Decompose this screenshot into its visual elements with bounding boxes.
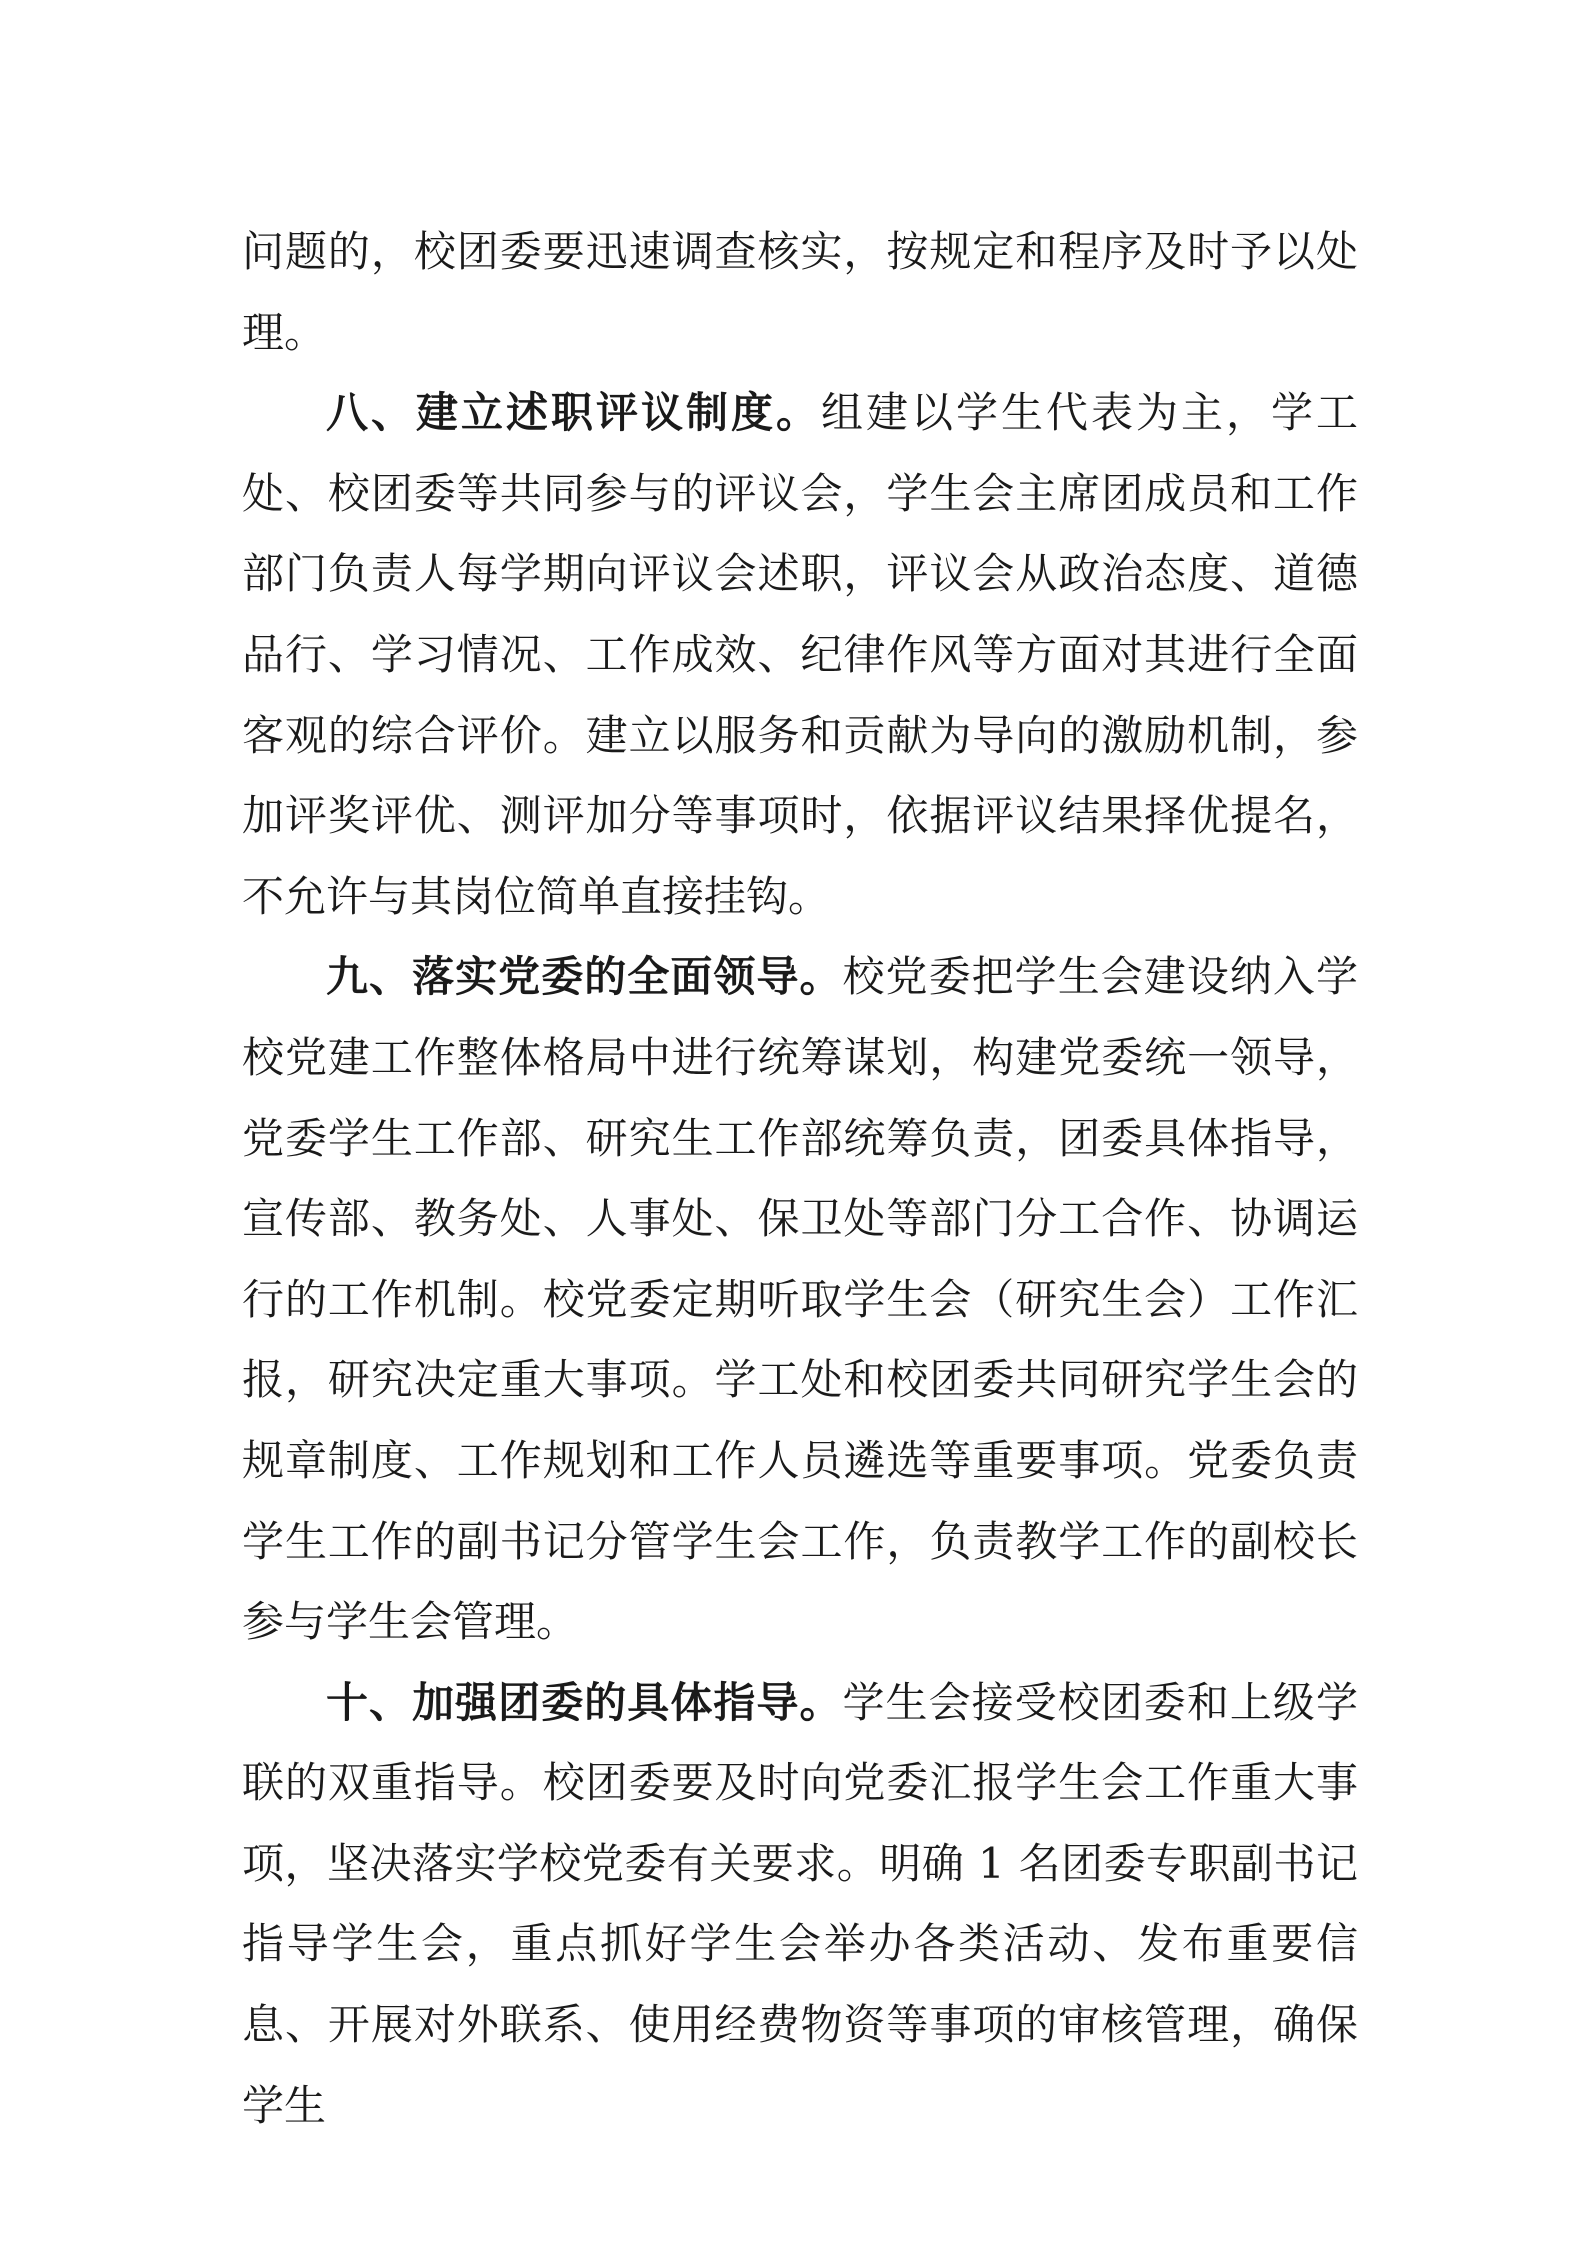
document-page [242,212,1358,2146]
paragraph-section-10 [242,1663,1358,2147]
paragraph-body: 问题的，校团委要迅速调查核实，按规定和程序及时予以处理。 [242,227,1358,357]
paragraph-body: 学生会接受校团委和上级学联的双重指导。校团委要及时向党委汇报学生会工作重大事项，坚决落实学校党委有关要求。明确 1 名团委专职副书记指导学生会，重点抓好学生会举办各类活动、发布重要信息、开展对外联系、使用经费物资等事项的审核管理，确保学生 [242,1677,1358,2130]
paragraph-section-9 [242,937,1358,1662]
section-heading: 九、落实党委的全面领导。 [326,952,843,1002]
paragraph-section-8 [242,373,1358,937]
paragraph-body: 校党委把学生会建设纳入学校党建工作整体格局中进行统筹谋划，构建党委统一领导，党委学生工作部、研究生工作部统筹负责，团委具体指导，宣传部、教务处、人事处、保卫处等部门分工合作、协调运行的工作机制。校党委定期听取学生会（研究生会）工作汇报，研究决定重大事项。学工处和校团委共同研究学生会的规章制度、工作规划和工作人员遴选等重要事项。党委负责学生工作的副书记分管学生会工作，负责教学工作的副校长参与学生会管理。 [242,952,1358,1647]
paragraph-continuation [242,212,1358,373]
section-heading: 八、建立述职评议制度。 [326,388,821,438]
section-heading: 十、加强团委的具体指导。 [326,1677,843,1727]
paragraph-body: 组建以学生代表为主，学工处、校团委等共同参与的评议会，学生会主席团成员和工作部门负责人每学期向评议会述职，评议会从政治态度、道德品行、学习情况、工作成效、纪律作风等方面对其进行全面客观的综合评价。建立以服务和贡献为导向的激励机制，参加评奖评优、测评加分等事项时，依据评议结果择优提名，不允许与其岗位简单直接挂钩。 [242,388,1358,921]
